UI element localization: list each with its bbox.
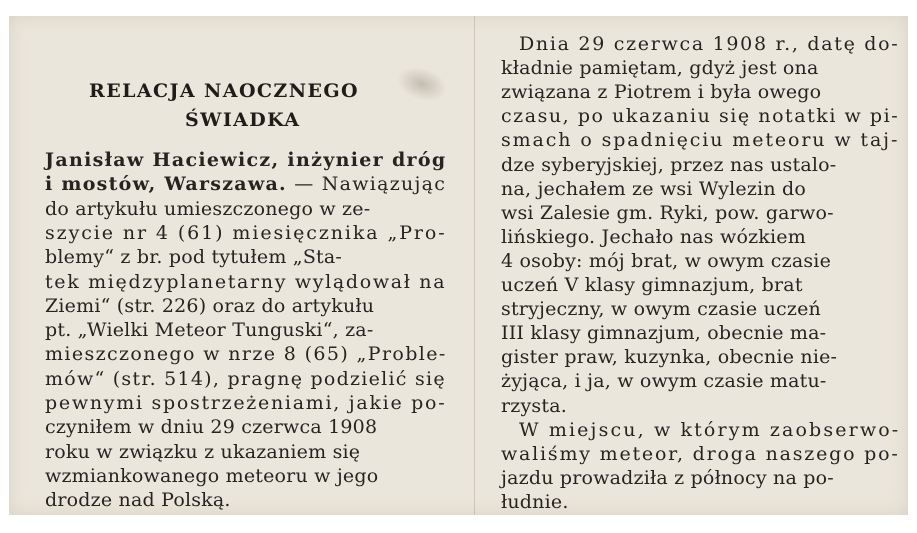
newspaper-clipping — [9, 16, 908, 515]
author-byline: i mostów, Warszawa. — [45, 173, 287, 196]
body-text: roku w związku z ukazaniem się — [45, 440, 361, 463]
left-text-line — [45, 173, 446, 195]
body-text: mieszczonego w nrze 8 (65) „Proble- — [45, 343, 447, 366]
body-text: do artykułu umieszczonego w ze- — [45, 197, 371, 220]
right-text-line: łudnie. — [501, 490, 569, 513]
right-text-line: smach o spadnięciu meteoru w taj- — [501, 129, 900, 152]
right-text-line: III klasy gimnazjum, obecnie ma- — [501, 322, 827, 345]
author-byline: Janisław Haciewicz, inżynier dróg — [45, 149, 447, 171]
right-text-line: dze syberyjskiej, przez nas ustalo- — [501, 153, 837, 176]
right-text-line: W miejscu, w którym zaobserwo- — [519, 418, 901, 441]
left-text-line — [45, 246, 342, 268]
right-text-line: uczeń V klasy gimnazjum, brat — [501, 274, 803, 296]
right-text-line: stryjeczny, w owym czasie uczeń — [501, 298, 821, 321]
left-text-line — [45, 319, 373, 341]
body-text: pt. „Wielki Meteor Tunguski“, za- — [45, 319, 374, 342]
article-title-line2: ŚWIADKA — [185, 109, 301, 131]
body-text: mów“ (str. 514), pragnę podzielić się — [45, 367, 446, 390]
right-text-line: czasu, po ukazaniu się notatki w pi- — [501, 105, 900, 128]
body-text: — Nawiązując — [286, 173, 447, 196]
right-text-line: Dnia 29 czerwca 1908 r., datę do- — [519, 33, 900, 55]
article-title-line1: RELACJA NAOCZNEGO — [89, 80, 359, 102]
left-text-line — [45, 198, 370, 220]
left-text-line — [45, 271, 446, 293]
left-text-line — [45, 441, 360, 463]
left-text-line — [45, 149, 447, 171]
right-text-line: 4 osoby: mój brat, w owym czasie — [501, 249, 832, 272]
right-text-line: kładnie pamiętam, gdyż jest ona — [501, 57, 819, 80]
body-text: szycie nr 4 (61) miesięcznika „Pro- — [45, 221, 447, 244]
right-text-line: waliśmy meteor, droga naszego po- — [501, 442, 900, 465]
left-text-line — [45, 295, 374, 317]
body-text: wzmiankowanego meteoru w jego — [45, 464, 379, 487]
body-text: Ziemi“ (str. 226) oraz do artykułu — [45, 294, 375, 317]
column-divider — [474, 16, 475, 515]
ink-smudge — [392, 61, 451, 108]
left-text-line — [45, 222, 447, 244]
body-text: drodze nad Polską. — [45, 489, 231, 512]
right-text-line: lińskiego. Jechało nas wózkiem — [501, 225, 806, 248]
left-text-line — [45, 416, 377, 438]
right-text-line: wsi Zalesie gm. Ryki, pow. garwo- — [501, 201, 834, 224]
right-text-line: jazdu prowadziła z północy na po- — [501, 466, 834, 489]
body-text: pewnymi spostrzeżeniami, jakie po- — [45, 392, 447, 414]
right-text-line: żyjąca, i ja, w owym czasie matu- — [501, 370, 827, 393]
left-text-line — [45, 392, 446, 414]
body-text: blemy“ z br. pod tytułem „Sta- — [45, 246, 343, 269]
right-text-line: na, jechałem ze wsi Wylezin do — [501, 177, 806, 200]
right-text-line: rzysta. — [501, 394, 567, 417]
left-text-line — [45, 489, 231, 511]
body-text: tek międzyplanetarny wylądował na — [45, 270, 447, 293]
body-text: czyniłem w dniu 29 czerwca 1908 — [45, 416, 378, 439]
left-text-line — [45, 465, 378, 487]
left-text-line — [45, 343, 447, 365]
right-text-line: gister praw, kuzynka, obecnie nie- — [501, 346, 838, 369]
right-text-line: związana z Piotrem i była owego — [501, 81, 822, 104]
left-text-line — [45, 368, 446, 390]
